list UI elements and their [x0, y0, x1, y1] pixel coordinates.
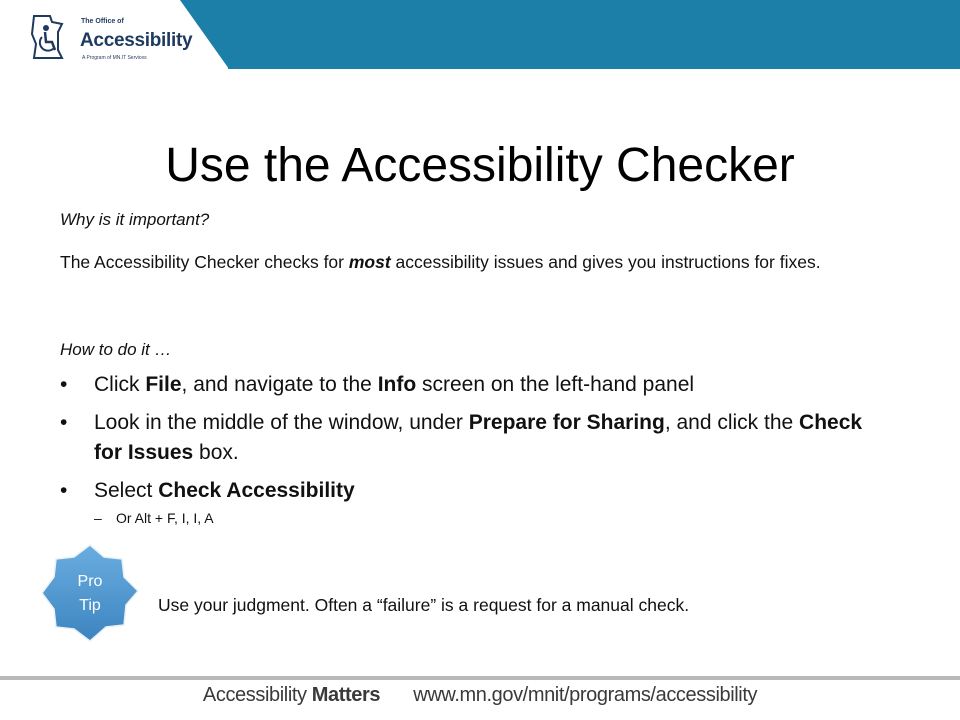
logo-small-top: The Office of [81, 18, 124, 25]
pro-tip-text: Use your judgment. Often a “failure” is a request for a manual check. [158, 595, 690, 615]
sub-text: Or Alt + F, I, I, A [116, 510, 214, 526]
minnesota-state-icon [28, 14, 78, 60]
list-item: • Look in the middle of the window, under Prepare for Sharing, and click the Check for Issues box. [60, 408, 890, 468]
why-label: Why is it important? [60, 210, 210, 229]
office-of-accessibility-logo [28, 14, 193, 66]
logo-main-text: Accessibility [80, 30, 193, 51]
description: The Accessibility Checker checks for most accessibility issues and gives you instructions for fixes. [60, 252, 821, 272]
footer-brand-regular: Accessibility [202, 684, 312, 706]
footer [0, 684, 960, 707]
logo-small-bottom: A Program of MN.IT Services [82, 55, 147, 61]
list-item: • Select Check Accessibility [60, 476, 890, 506]
howto-label: How to do it … [60, 340, 172, 359]
slide-title: Use the Accessibility Checker [165, 139, 795, 192]
footer-brand-bold: Matters [311, 684, 381, 706]
pro-tip-badge-label: Pro Tip [77, 573, 103, 614]
list-item: • Click File, and navigate to the Info screen on the left-hand panel [60, 370, 890, 400]
emphasis-most: most [348, 252, 391, 272]
sub-dash: – [94, 510, 102, 526]
sub-list-item [60, 510, 890, 526]
header-banner [228, 0, 960, 69]
footer-url: www.mn.gov/mnit/programs/accessibility [413, 684, 758, 706]
instruction-list [60, 370, 890, 526]
footer-divider [0, 676, 960, 680]
